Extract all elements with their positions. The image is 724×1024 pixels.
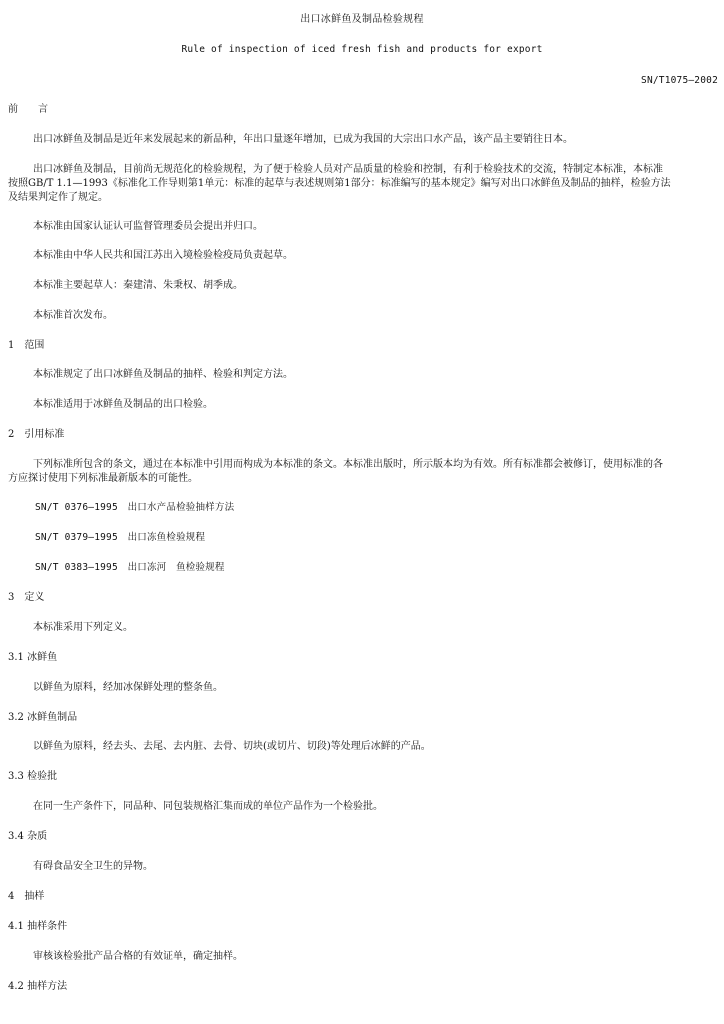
subsection-heading: 3.4 杂质 (8, 831, 48, 842)
definition-text: 有碍食品安全卫生的异物。 (33, 861, 153, 872)
subsection-heading: 3.3 检验批 (8, 771, 58, 782)
foreword-heading: 前 言 (8, 104, 48, 115)
reference-item: SN/T 0379—1995 出口冻鱼检验规程 (35, 532, 206, 543)
section-paragraph: 本标准采用下列定义。 (33, 622, 133, 633)
section-paragraph-cont: 方应探讨使用下列标准最新版本的可能性。 (8, 473, 198, 484)
section-heading: 4 抽样 (8, 891, 45, 902)
definition-text: 在同一生产条件下，同品种、同包装规格汇集而成的单位产品作为一个检验批。 (33, 801, 383, 812)
reference-item: SN/T 0383—1995 出口冻河 鱼检验规程 (35, 562, 225, 573)
section-paragraph: 本标准规定了出口冰鲜鱼及制品的抽样、检验和判定方法。 (33, 369, 293, 380)
foreword-paragraph-cont: 按照GB/T 1.1—1993《标准化工作导则第1单元：标准的起草与表述规则第1部分：标准编写的基本规定》编写对出口冰鲜鱼及制品的抽样，检验方法 (8, 178, 671, 189)
section-paragraph: 本标准适用于冰鲜鱼及制品的出口检验。 (33, 399, 213, 410)
section-heading: 1 范围 (8, 340, 45, 351)
reference-item: SN/T 0376—1995 出口水产品检验抽样方法 (35, 502, 235, 513)
standard-code: SN/T1075—2002 (641, 75, 718, 86)
section-paragraph: 下列标准所包含的条文，通过在本标准中引用而构成为本标准的条文。本标准出版时，所示版本均为有效。所有标准都会被修订，使用标准的各 (33, 459, 663, 470)
foreword-paragraph: 出口冰鲜鱼及制品是近年来发展起来的新品种，年出口量逐年增加，已成为我国的大宗出口水产品，该产品主要销往日本。 (33, 134, 573, 145)
subsection-heading: 4.2 抽样方法 (8, 981, 68, 992)
foreword-paragraph: 出口冰鲜鱼及制品，目前尚无规范化的检验规程，为了便于检验人员对产品质量的检验和控制，有利于检验技术的交流，特制定本标准，本标准 (33, 164, 663, 175)
subsection-heading: 4.1 抽样条件 (8, 921, 68, 932)
subsection-heading: 3.2 冰鲜鱼制品 (8, 712, 78, 723)
section-heading: 2 引用标准 (8, 429, 65, 440)
section-paragraph: 审核该检验批产品合格的有效证单，确定抽样。 (33, 951, 243, 962)
definition-text: 以鲜鱼为原料，经去头、去尾、去内脏、去骨、切块(或切片、切段)等处理后冰鲜的产品。 (33, 741, 431, 752)
definition-text: 以鲜鱼为原料，经加冰保鲜处理的整条鱼。 (33, 682, 223, 693)
subsection-heading: 3.1 冰鲜鱼 (8, 652, 58, 663)
foreword-paragraph: 本标准由国家认证认可监督管理委员会提出并归口。 (33, 221, 263, 232)
document-title-english: Rule of inspection of iced fresh fish and products for export (181, 44, 543, 55)
foreword-paragraph: 本标准由中华人民共和国江苏出入境检验检疫局负责起草。 (33, 250, 293, 261)
document-title: 出口冰鲜鱼及制品检验规程 (300, 14, 424, 25)
section-heading: 3 定义 (8, 592, 45, 603)
foreword-paragraph-cont: 及结果判定作了规定。 (8, 192, 108, 203)
foreword-paragraph: 本标准首次发布。 (33, 310, 113, 321)
foreword-paragraph: 本标准主要起草人：秦建清、朱秉权、胡季成。 (33, 280, 243, 291)
